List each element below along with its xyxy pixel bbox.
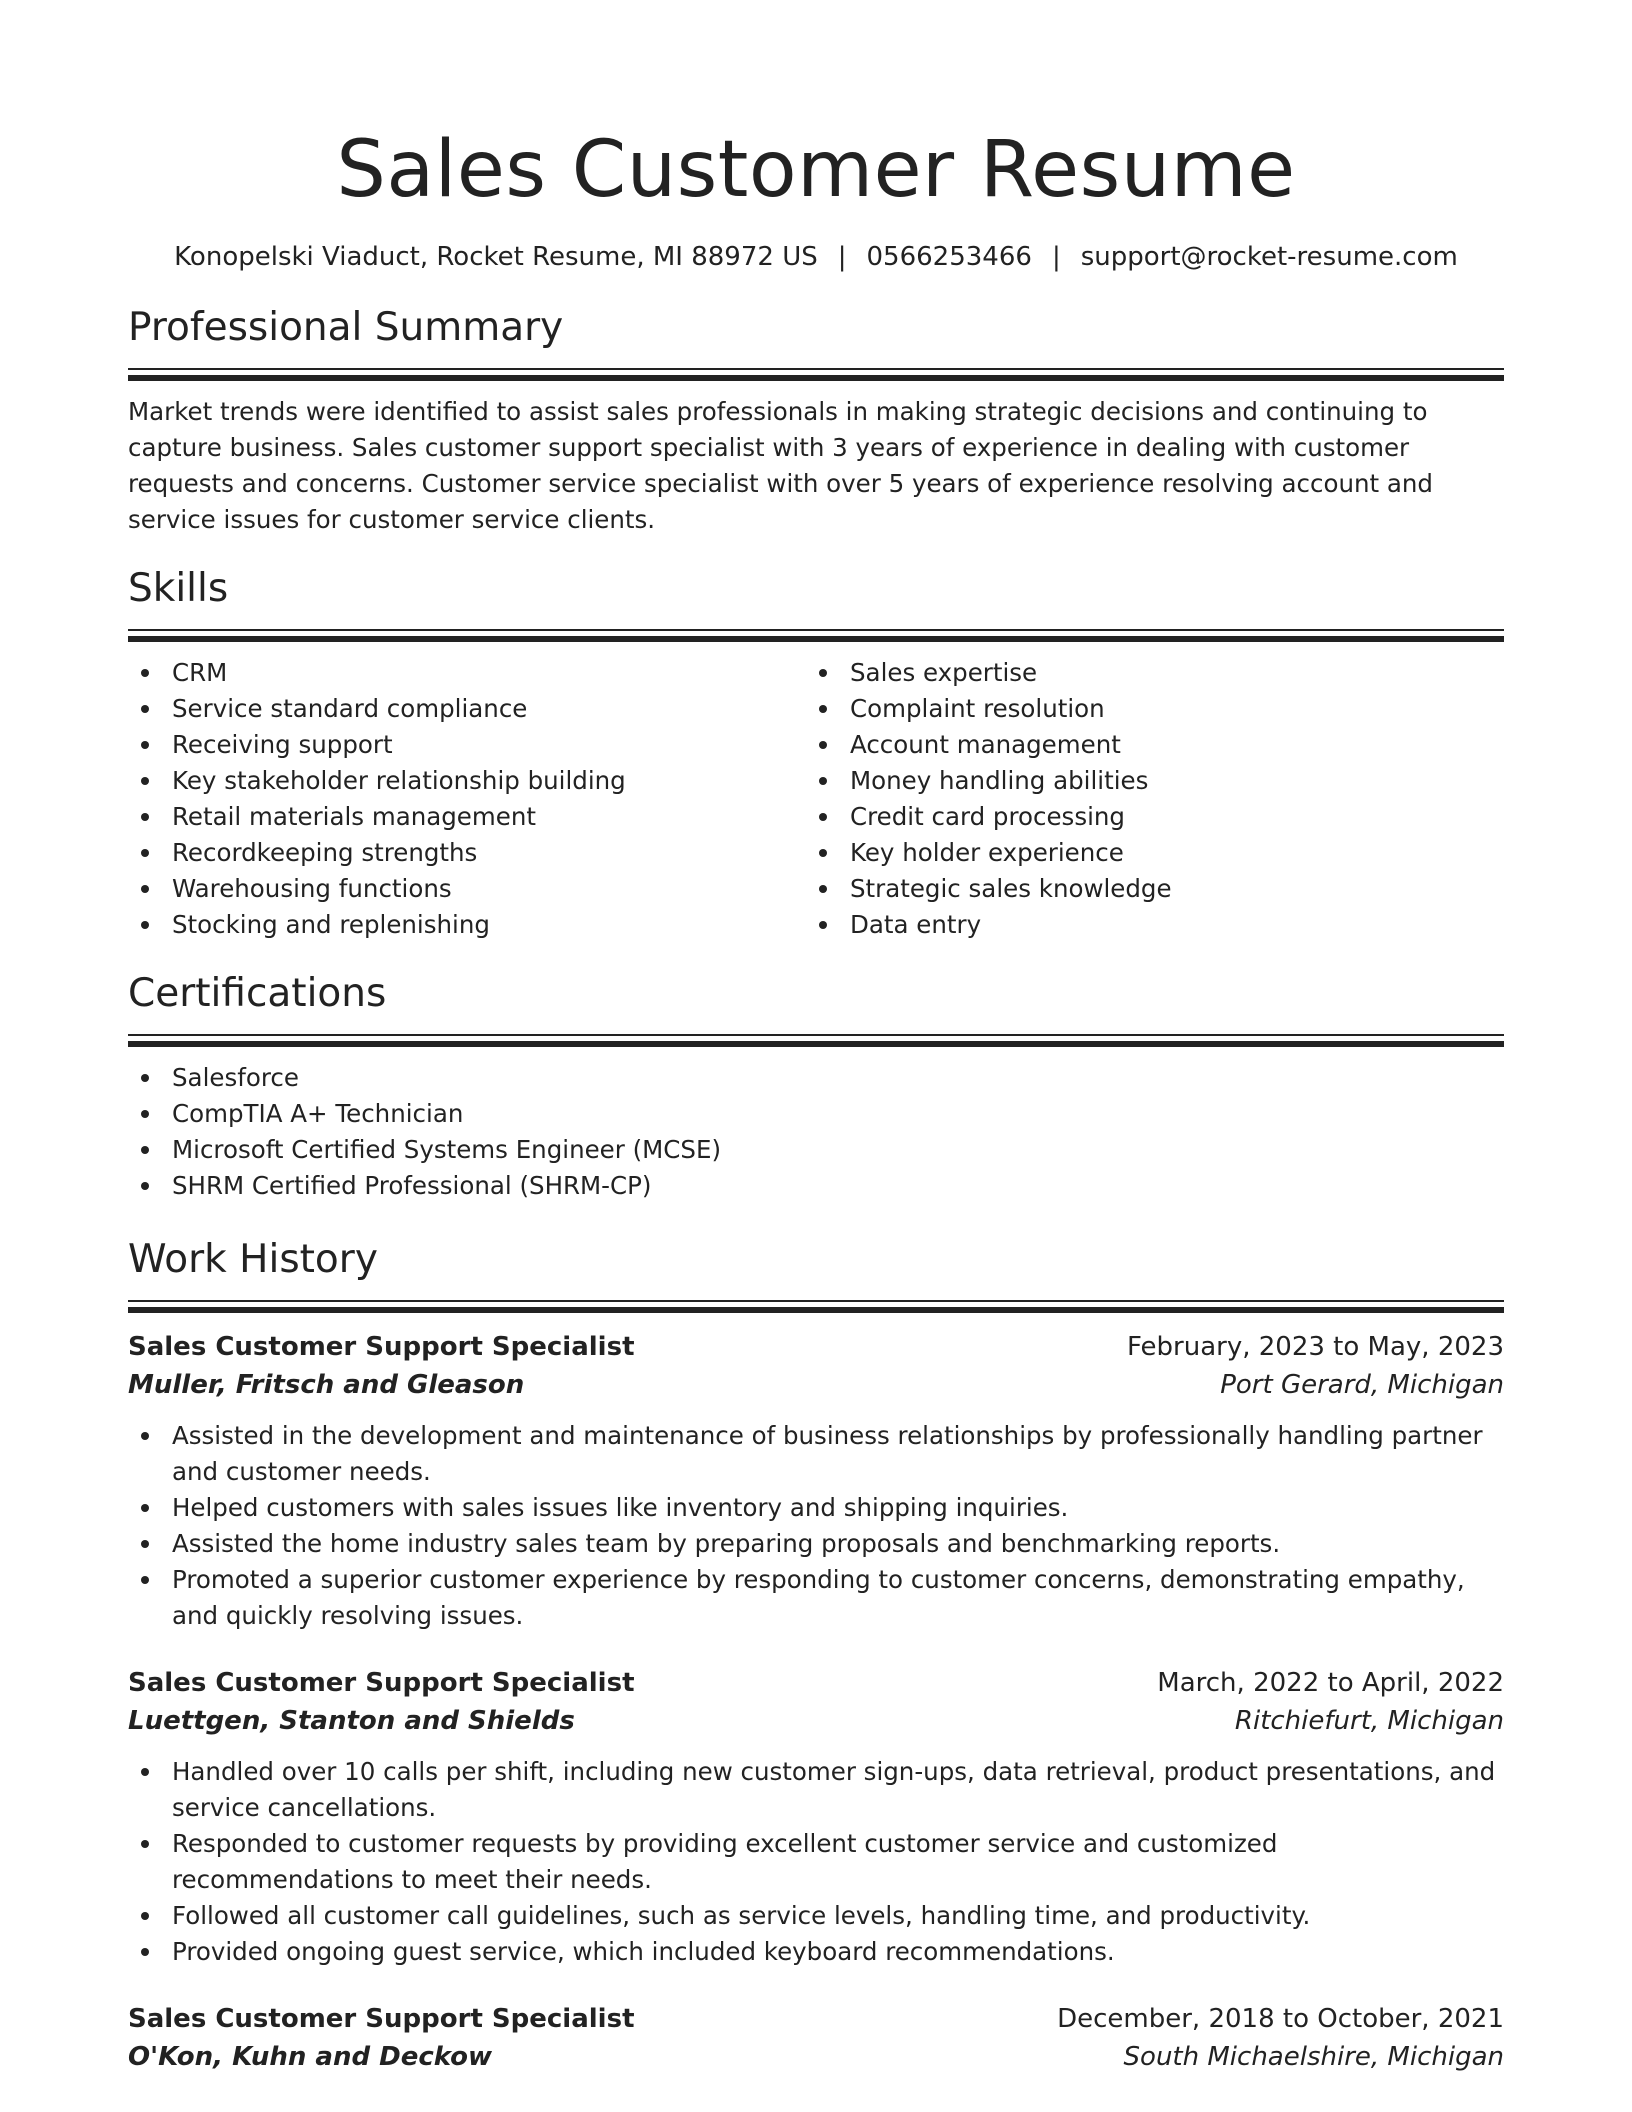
job-bullet: Helped customers with sales issues like inventory and shipping inquiries. [128,1490,1504,1526]
job-title: Sales Customer Support Specialist [128,2004,635,2034]
skills-grid [128,655,1504,943]
contact-email: support@rocket-resume.com [1080,242,1458,272]
section-divider [128,629,1504,643]
summary-text: Market trends were identified to assist sales professionals in making strategic decisions and continuing to capture business. Sales customer support specialist with 3 years of experience in dealing with customer requests and concerns. Customer service specialist with over 5 years of experience resolving account and service issues for customer service clients. [128,397,1433,534]
certifications-list [128,1060,1504,1204]
skill-item: Data entry [806,907,1484,943]
job-title: Sales Customer Support Specialist [128,1668,635,1698]
job-dates: March, 2022 to April, 2022 [1157,1668,1504,1698]
skill-item: Sales expertise [806,655,1484,691]
skills-left-list [128,655,806,943]
job-bullet: Handled over 10 calls per shift, including new customer sign-ups, data retrieval, product presentations, and service cancellations. [128,1754,1504,1826]
job-entry [128,2000,1504,2076]
skills-section [128,565,1504,943]
certification-item: Microsoft Certified Systems Engineer (MCSE) [128,1132,1504,1168]
skill-item: Key holder experience [806,835,1484,871]
skill-item: Service standard compliance [128,691,806,727]
job-subheader [128,2038,1504,2076]
work-history-heading: Work History [128,1237,378,1282]
job-bullet: Promoted a superior customer experience by responding to customer concerns, demonstrating empathy, and quickly resolving issues. [128,1562,1504,1634]
contact-address: Konopelski Viaduct, Rocket Resume, MI 88972 US [174,242,818,272]
summary-section [128,304,1504,538]
job-title: Sales Customer Support Specialist [128,1332,635,1362]
job-bullet: Provided ongoing guest service, which included keyboard recommendations. [128,1934,1504,1970]
contact-separator: | [837,242,847,272]
skill-item: Money handling abilities [806,763,1484,799]
skill-item: CRM [128,655,806,691]
skill-item: Key stakeholder relationship building [128,763,806,799]
resume-content [128,0,1504,2076]
skill-item: Recordkeeping strengths [128,835,806,871]
skill-item: Credit card processing [806,799,1484,835]
contact-line [128,240,1504,274]
certification-item: CompTIA A+ Technician [128,1096,1504,1132]
certification-item: SHRM Certified Professional (SHRM-CP) [128,1168,1504,1204]
job-entry [128,1664,1504,1970]
skill-item: Complaint resolution [806,691,1484,727]
certification-item: Salesforce [128,1060,1504,1096]
job-location: Ritchiefurt, Michigan [1234,1706,1504,1736]
job-header [128,1328,1504,1366]
certifications-section [128,970,1504,1204]
skill-item: Account management [806,727,1484,763]
job-bullet: Responded to customer requests by providing excellent customer service and customized recommendations to meet their needs. [128,1826,1504,1898]
job-header [128,1664,1504,1702]
skill-item: Retail materials management [128,799,806,835]
summary-heading: Professional Summary [128,305,564,350]
job-location: Port Gerard, Michigan [1220,1370,1504,1400]
job-company: Luettgen, Stanton and Shields [128,1706,575,1736]
job-entry [128,1328,1504,1634]
section-divider [128,1300,1504,1314]
skill-item: Warehousing functions [128,871,806,907]
section-divider [128,368,1504,382]
skills-heading: Skills [128,566,229,611]
skills-right-list [806,655,1484,943]
skill-item: Stocking and replenishing [128,907,806,943]
job-bullets [128,1418,1504,1634]
contact-phone: 0566253466 [866,242,1032,272]
contact-separator: | [1051,242,1061,272]
job-header [128,2000,1504,2038]
job-bullets [128,1754,1504,1970]
skill-item: Strategic sales knowledge [806,871,1484,907]
resume-title: Sales Customer Resume [336,125,1296,215]
job-company: Muller, Fritsch and Gleason [128,1370,525,1400]
job-dates: December, 2018 to October, 2021 [1057,2004,1504,2034]
job-subheader [128,1366,1504,1404]
job-location: South Michaelshire, Michigan [1123,2042,1504,2072]
job-bullet: Followed all customer call guidelines, such as service levels, handling time, and productivity. [128,1898,1504,1934]
job-subheader [128,1702,1504,1740]
job-company: O'Kon, Kuhn and Deckow [128,2042,492,2072]
job-dates: February, 2023 to May, 2023 [1127,1332,1504,1362]
section-divider [128,1034,1504,1048]
job-bullet: Assisted in the development and maintenance of business relationships by professionally handling partner and customer needs. [128,1418,1504,1490]
certifications-heading: Certifications [128,971,387,1016]
job-bullet: Assisted the home industry sales team by preparing proposals and benchmarking reports. [128,1526,1504,1562]
skill-item: Receiving support [128,727,806,763]
work-history-section [128,1236,1504,2076]
